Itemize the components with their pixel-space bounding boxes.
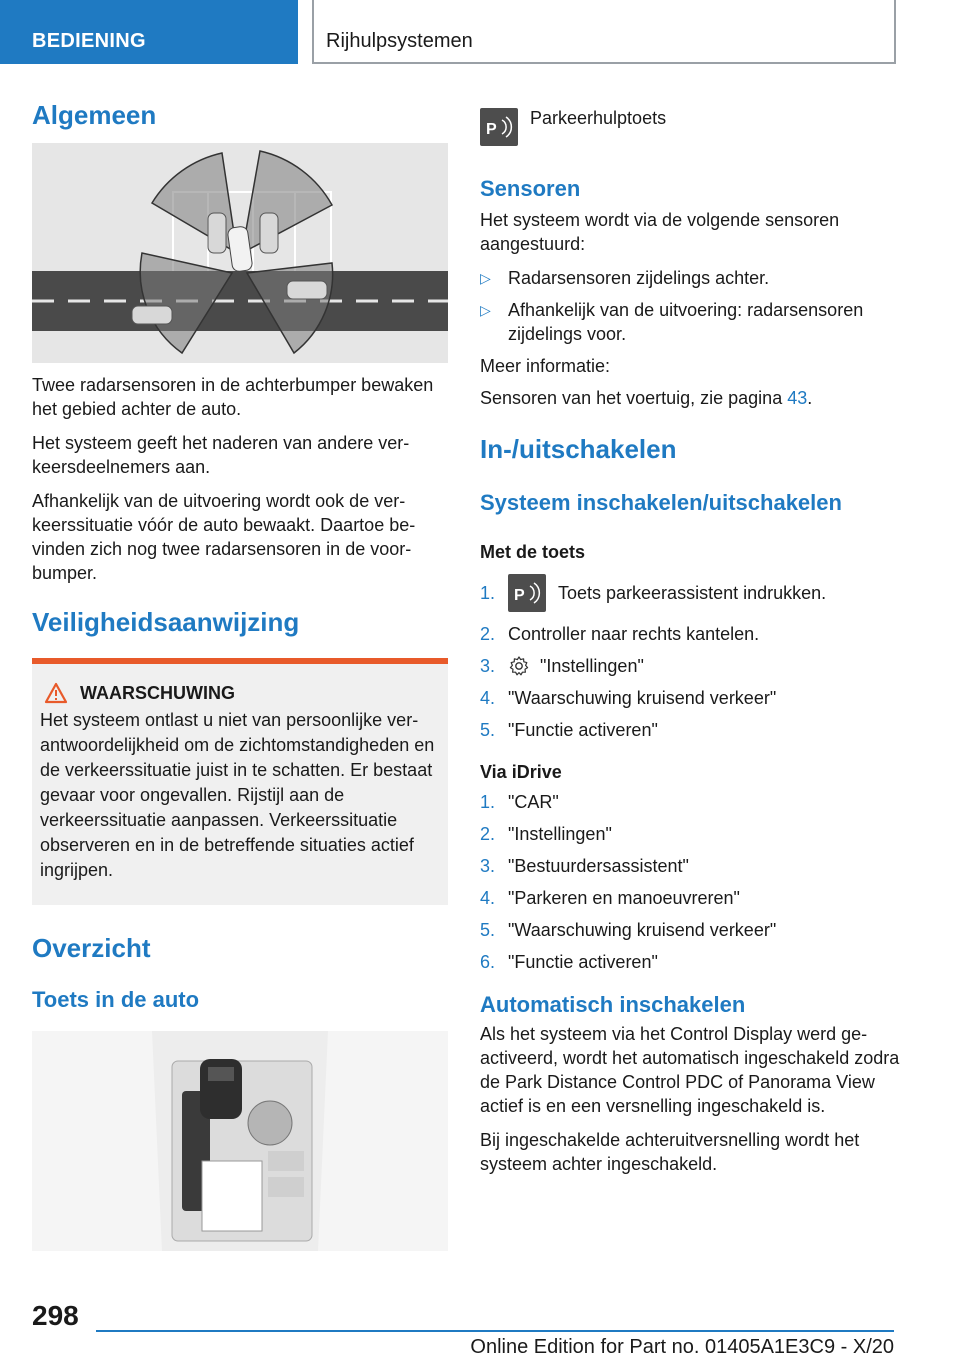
button-steps [480,574,900,742]
right-column [480,100,900,1176]
list-item: 4. "Parkeren en manoeuvreren" [480,887,740,908]
list-item: 4. "Waarschuwing kruisend verkeer" [480,687,777,708]
section-title: Rijhulpsystemen [326,30,473,52]
sub-button-in-car: Toets in de auto [32,986,200,1012]
warning-title: WAARSCHUWING [80,682,235,703]
list-item: ▷ Afhankelijk van de uitvoering: radarsensoren zijdelings voor. [480,300,864,345]
radar-diagram-icon [32,143,448,363]
with-button-label: Met de toets [480,541,586,562]
idrive-steps [480,790,900,974]
park-assist-key-icon [508,574,546,612]
list-item: 5. "Waarschuwing kruisend verkeer" [480,919,777,940]
warning-box [32,658,448,905]
section-tab [312,0,896,64]
list-item: 1. "CAR" [480,791,559,812]
sub-auto-activate: Automatisch inschakelen [480,991,746,1017]
sensor-list [480,266,900,346]
button-caption: Parkeerhulptoets [530,108,667,128]
sub-system-on-off: Systeem inschakelen/uitschakelen [480,489,842,515]
general-para-1: Twee radarsensoren in de achterbumper bewaken het gebied achter de auto. [32,375,434,420]
console-diagram-icon [32,1031,448,1251]
sensor-reference: Sensoren van het voertuig, zie pagina 43. [480,388,813,409]
chapter-title: BEDIENING [32,30,146,52]
gear-icon [508,655,530,677]
footer-rule [96,1330,894,1332]
list-item: 2. "Instellingen" [480,823,612,844]
general-para-3: Afhankelijk van de uitvoering wordt ook de verkeerssituatie vóór de auto bewaakt. Daartoe bevinden zich nog twee radarsensoren in de voorbumper. [32,491,416,584]
bullet-triangle-icon: ▷ [480,270,491,287]
chapter-tab [0,0,298,64]
page-number: 298 [32,1300,79,1331]
left-column [32,100,448,1251]
heading-on-off: In-/uitschakelen [480,434,677,465]
heading-general: Algemeen [32,100,157,130]
list-item: ▷ Radarsensoren zijdelings achter. [480,268,770,289]
radar-coverage-illustration [32,143,448,363]
svg-text:P: P [514,586,525,604]
sensors-intro: Het systeem wordt via de volgende sensoren aangestuurd: [480,210,840,255]
warning-text: Het systeem ontlast u niet van persoonlijke verantwoordelijkheid om de zichtomstandigheden en de verkeerssituatie juist in te schatten. Er bestaat gevaar voor ongevallen. Rijstijl aan de verkeerssituatie aanpassen. Verkeerssituatie observeren en in de betreffende situaties actief ingrijpen. [40,710,435,881]
button-caption-row [480,108,900,146]
list-item: 6. "Functie activeren" [480,951,658,972]
heading-overview: Overzicht [32,933,151,964]
warning-header [40,682,440,704]
list-item: 2. Controller naar rechts kantelen. [480,623,760,644]
page-link[interactable]: 43 [787,388,808,409]
heading-sensors: Sensoren [480,176,581,201]
footer-edition: Online Edition for Part no. 01405A1E3C9 - X/20 [470,1336,894,1358]
via-idrive-label: Via iDrive [480,761,562,782]
auto-para-2: Bij ingeschakelde achteruitversnelling wordt het systeem achter ingeschakeld. [480,1130,860,1175]
auto-para-1: Als het systeem via het Control Display werd geactiveerd, wordt het automatisch ingeschakeld zodra de Park Distance Control PDC of Panorama View actief is en een versnelling ingeschakeld is. [480,1024,900,1117]
svg-text:P: P [486,121,497,138]
heading-safety: Veiligheidsaanwijzing [32,607,300,638]
bullet-triangle-icon: ▷ [480,302,491,319]
list-item: 5. "Functie activeren" [480,719,658,740]
park-assist-key-icon [480,108,518,146]
center-console-illustration [32,1031,448,1251]
list-item: 1. P Toets parkeerassistent indrukken. [480,574,900,612]
list-item: 3. "Bestuurdersassistent" [480,855,689,876]
warning-triangle-icon [44,682,68,704]
list-item: 3. "Instellingen" [480,655,644,676]
general-para-2: Het systeem geeft het naderen van andere verkeersdeelnemers aan. [32,433,410,478]
more-info-label: Meer informatie: [480,356,611,377]
